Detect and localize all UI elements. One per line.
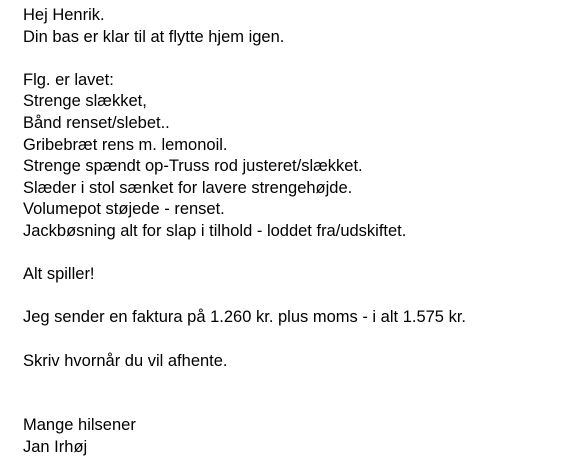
invoice-text: Jeg sender en faktura på 1.260 kr. plus moms - i alt 1.575 kr. (23, 308, 466, 327)
greeting: Hej Henrik. (23, 6, 105, 24)
list-item: Jackbøsning alt for slap i tilhold - loddet fra/udskiftet. (23, 221, 407, 240)
intro-text: Din bas er klar til at flytte hjem igen. (23, 27, 285, 46)
blank-line (23, 394, 568, 416)
signature: Jan Irhøj (23, 437, 88, 456)
blank-line (23, 286, 568, 308)
work-items-list (23, 91, 568, 242)
list-item: Volumepot støjede - renset. (23, 200, 225, 219)
list-item: Gribebræt rens m. lemonoil. (23, 135, 228, 154)
list-item: Slæder i stol sænket for lavere strengehøjde. (23, 178, 353, 197)
status-text: Alt spiller! (23, 265, 95, 284)
blank-line (23, 372, 568, 394)
blank-line (23, 243, 568, 265)
list-item: Bånd renset/slebet.. (23, 113, 170, 132)
blank-line (23, 329, 568, 351)
list-item: Strenge slækket, (23, 92, 147, 111)
pickup-request: Skriv hvornår du vil afhente. (23, 351, 228, 370)
email-body (23, 5, 568, 458)
list-heading: Flg. er lavet: (23, 70, 114, 89)
closing: Mange hilsener (23, 416, 136, 435)
list-item: Strenge spændt op-Truss rod justeret/slækket. (23, 157, 363, 176)
blank-line (23, 48, 568, 70)
